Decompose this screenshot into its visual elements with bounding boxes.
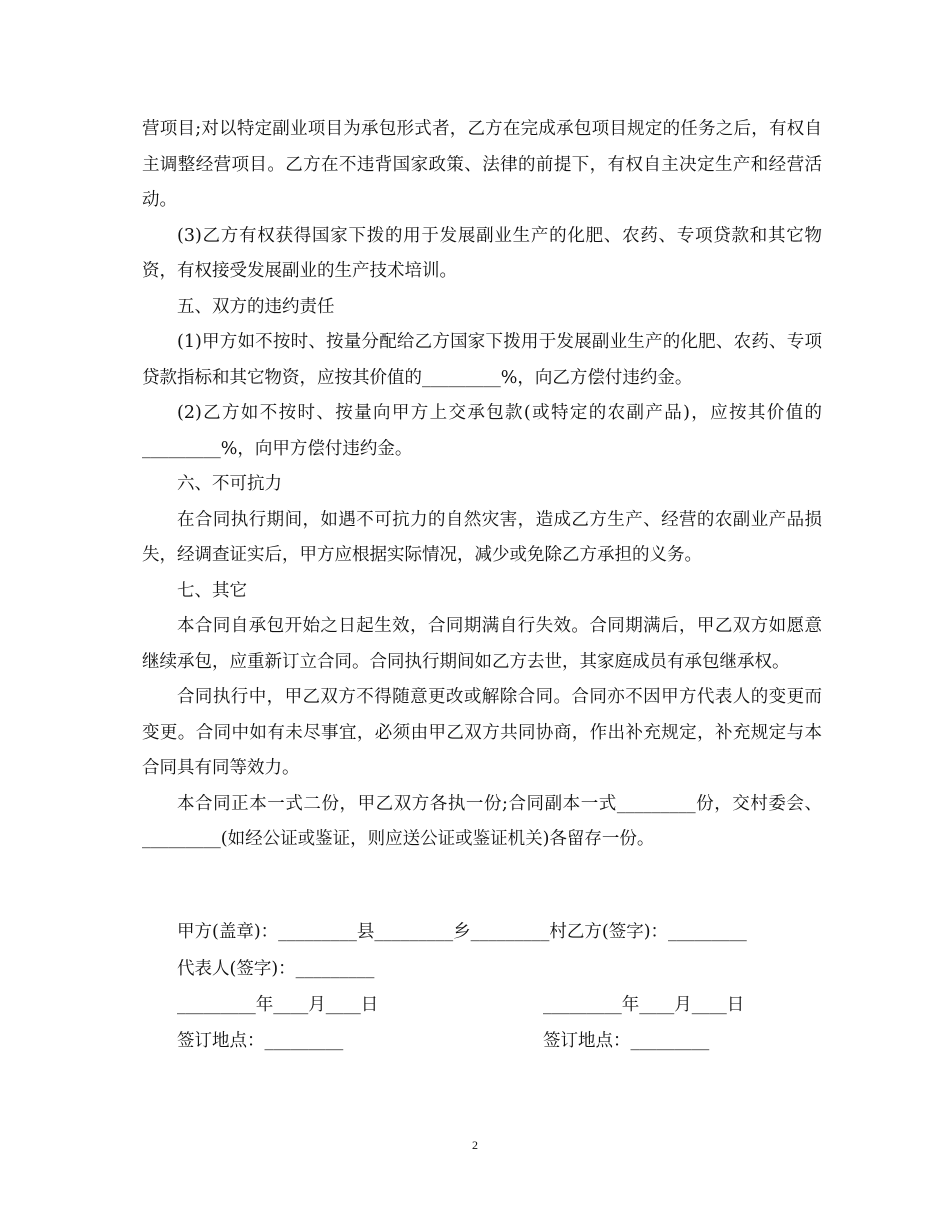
paragraph-force-majeure: 在合同执行期间，如遇不可抗力的自然灾害，造成乙方生产、经营的农副业产品损失，经调查证实后，甲方应根据实际情况，减少或免除乙方承担的义务。	[142, 509, 822, 565]
heading-force-majeure: 六、不可抗力	[177, 474, 282, 494]
heading-breach-liability: 五、双方的违约责任	[177, 296, 335, 317]
contract-body	[142, 112, 822, 858]
signing-place-right: 签订地点：_________	[543, 1031, 710, 1051]
paragraph-party-b-breach: (2)乙方如不按时、按量向甲方上交承包款(或特定的农副产品)，应按其价值的_________%，向甲方偿付违约金。	[142, 403, 822, 459]
paragraph-rights-materials: (3)乙方有权获得国家下拨的用于发展副业生产的化肥、农药、专项贷款和其它物资，有权接受发展副业的生产技术培训。	[142, 225, 822, 281]
paragraph-effective-term: 本合同自承包开始之日起生效，合同期满自行失效。合同期满后，甲乙双方如愿意继续承包，应重新订立合同。合同执行期间如乙方去世，其家庭成员有承包继承权。	[142, 616, 822, 672]
signing-place-left: 签订地点：_________	[177, 1031, 344, 1051]
date-left: _________年____月____日	[177, 995, 379, 1015]
paragraph-amendment: 合同执行中，甲乙双方不得随意更改或解除合同。合同亦不因甲方代表人的变更而变更。合同中如有未尽事宜，必须由甲乙双方共同协商，作出补充规定，补充规定与本合同具有同等效力。	[142, 687, 822, 778]
paragraph-party-a-breach: (1)甲方如不按时、按量分配给乙方国家下拨用于发展副业生产的化肥、农药、专项贷款指标和其它物资，应按其价值的_________%，向乙方偿付违约金。	[142, 332, 822, 388]
paragraph-business-items: 营项目;对以特定副业项目为承包形式者，乙方在完成承包项目规定的任务之后，有权自主调整经营项目。乙方在不违背国家政策、法律的前提下，有权自主决定生产和经营活动。	[142, 119, 822, 210]
signature-representative: 代表人(签字)：_________	[177, 959, 375, 979]
date-right: _________年____月____日	[543, 995, 745, 1015]
page-number: 2	[472, 1138, 478, 1152]
heading-other: 七、其它	[177, 580, 247, 601]
paragraph-copies: 本合同正本一式二份，甲乙双方各执一份;合同副本一式_________份，交村委会、_________(如经公证或鉴证，则应送公证或鉴证机关)各留存一份。	[142, 793, 822, 849]
signature-line-parties: 甲方(盖章)：_________县_________乡_________村乙方(签字)：_________	[177, 922, 747, 942]
